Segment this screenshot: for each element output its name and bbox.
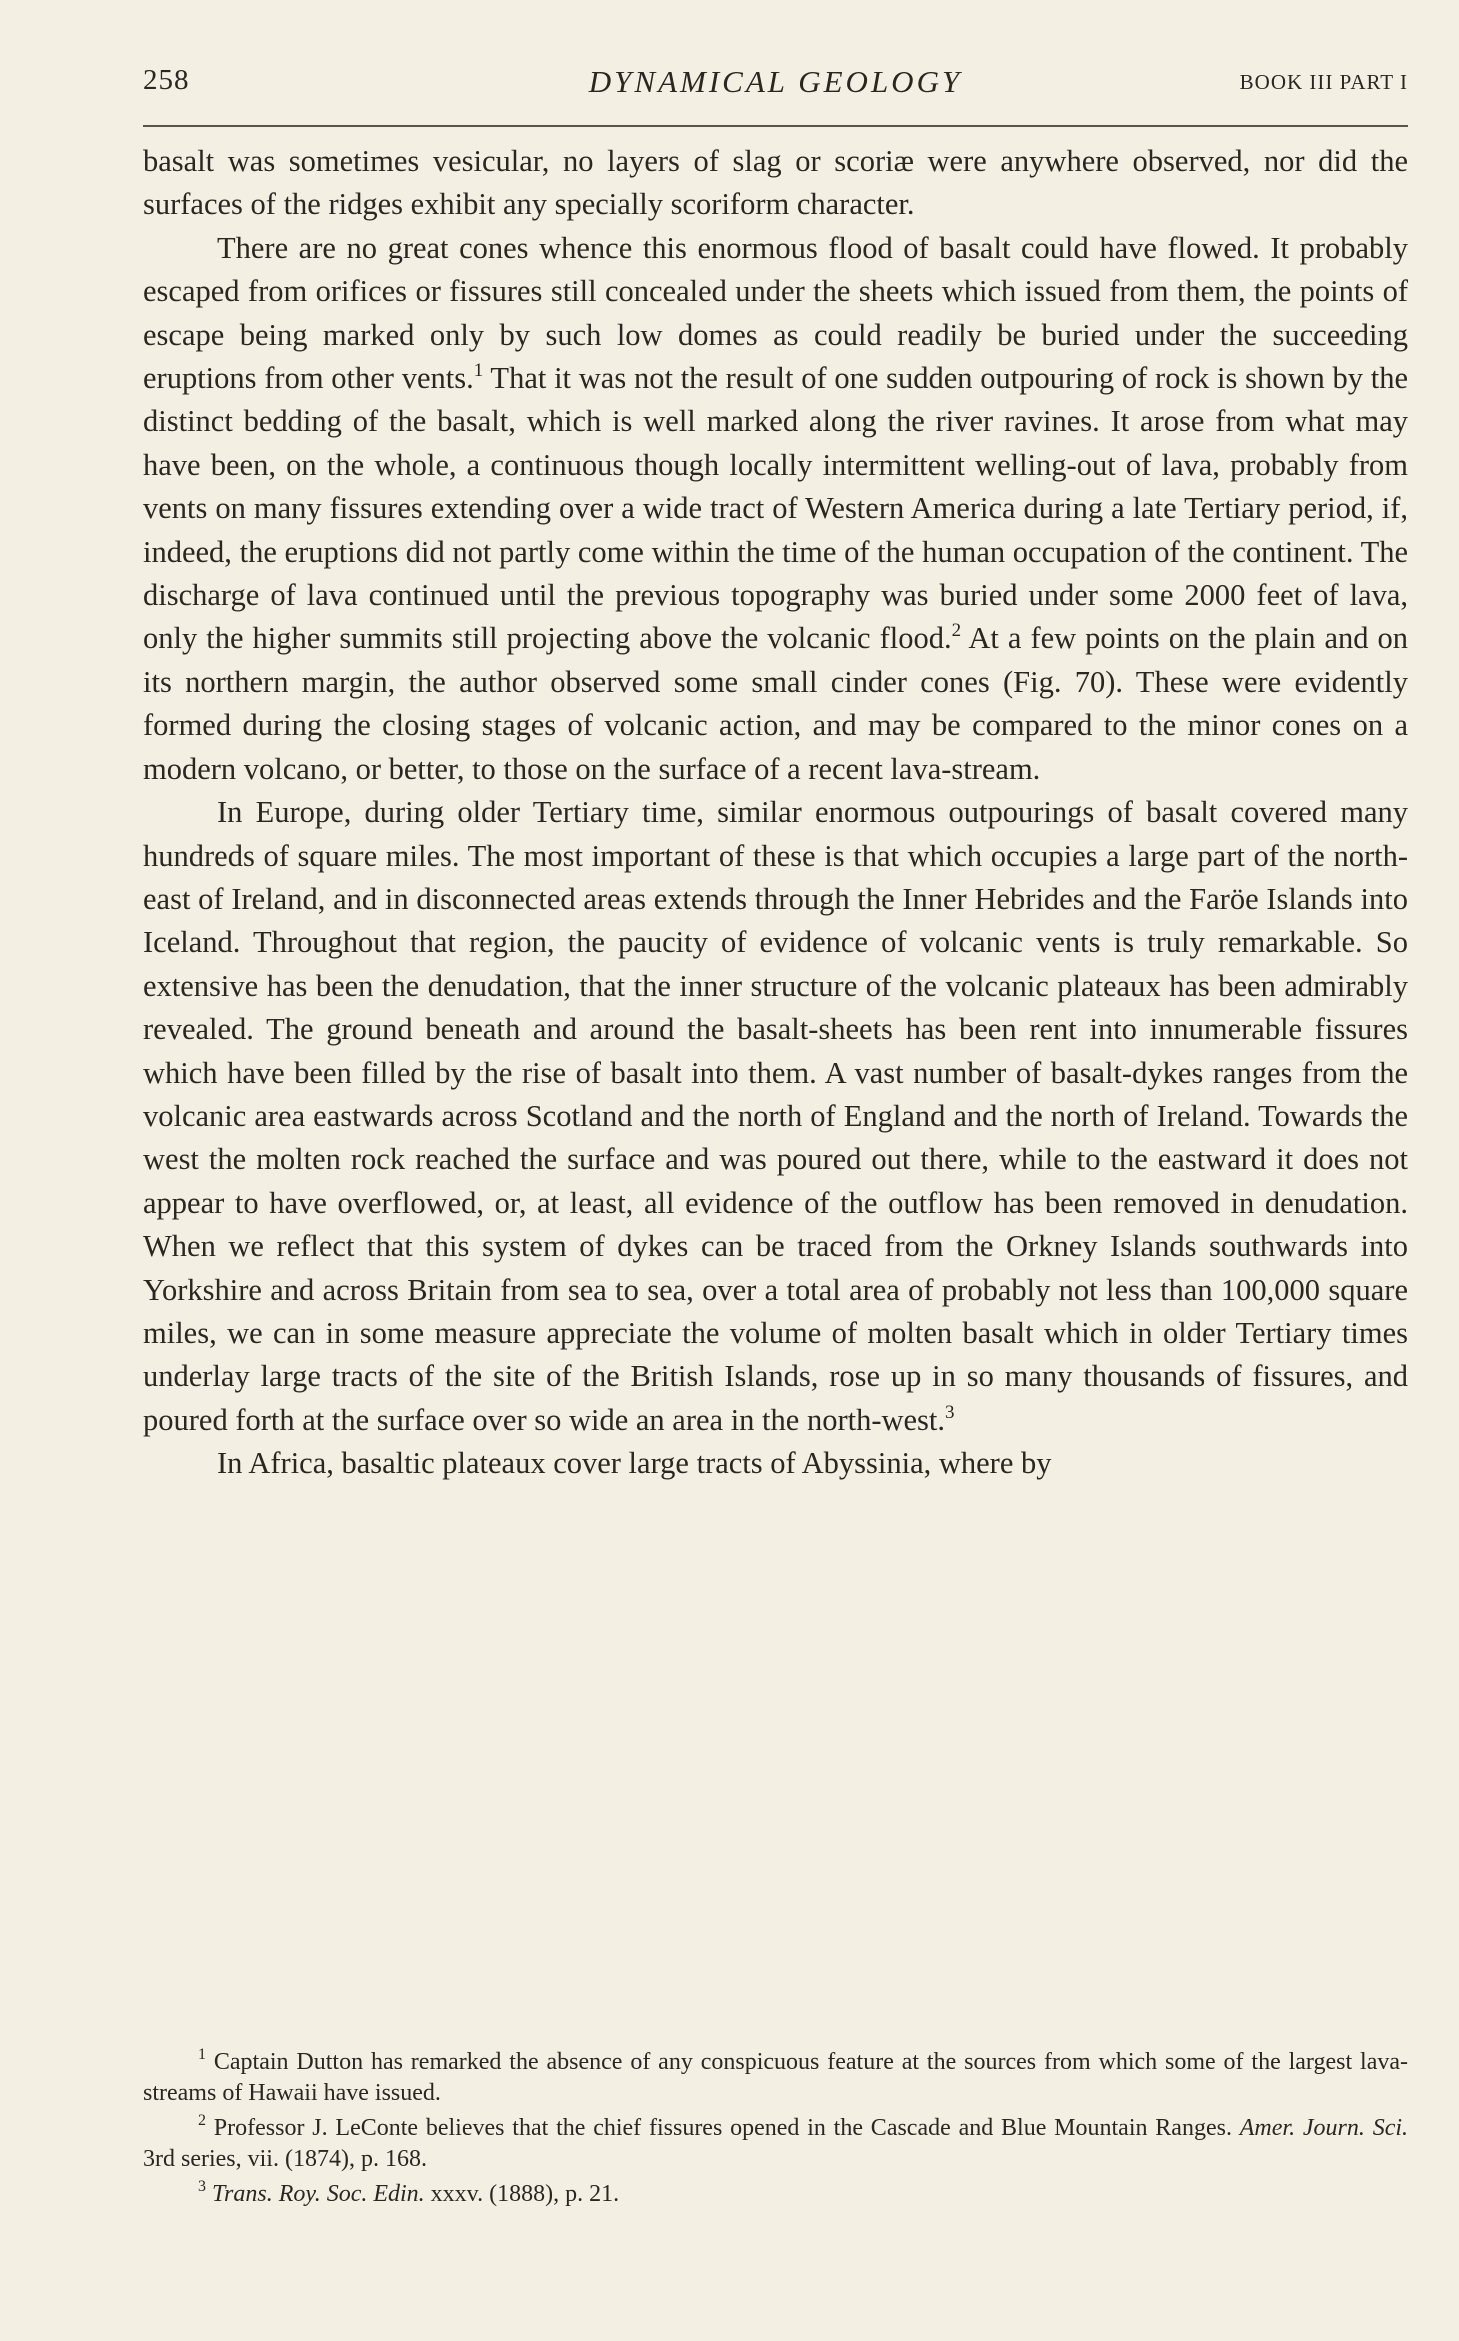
text-run: Professor J. LeConte believes that the chief fissures opened in the Cascade and Blue Mountain Ranges. bbox=[206, 2115, 1240, 2141]
paragraph bbox=[143, 1442, 1408, 1485]
footnote bbox=[143, 2113, 1408, 2175]
paragraph bbox=[143, 791, 1408, 1442]
citation-title: Trans. Roy. Soc. Edin. bbox=[212, 2181, 425, 2207]
running-title: DYNAMICAL GEOLOGY bbox=[588, 64, 963, 99]
footnote-ref: 3 bbox=[945, 1401, 955, 1423]
footnote-ref: 2 bbox=[198, 2112, 206, 2129]
text-run: basalt was sometimes vesicular, no layers of slag or scoriæ were anywhere observed, nor did the surfaces of the ridges exhibit any specially scoriform character. bbox=[143, 144, 1408, 222]
text-run: Captain Dutton has remarked the absence of any conspicuous feature at the sources from which some of the largest lava-streams of Hawaii have issued. bbox=[143, 2049, 1408, 2106]
text-run: In Africa, basaltic plateaux cover large tracts of Abyssinia, where by bbox=[217, 1446, 1052, 1481]
footnote-ref: 1 bbox=[198, 2046, 206, 2063]
text-run: xxxv. (1888), p. 21. bbox=[424, 2181, 620, 2207]
footnote-ref: 2 bbox=[951, 620, 962, 642]
text-run: That it was not the result of one sudden outpouring of rock is shown by the distinct bedding of the basalt, which is well marked along the river ravines. It arose from what may have been, on the whole, a continuous though locally intermittent welling-out of lava, probably from vents on many fissures extending over a wide tract of Western America during a late Tertiary period, if, indeed, the eruptions did not partly come within the time of the human occupation of the continent. The discharge of lava continued until the previous topography was buried under some 2000 feet of lava, only the higher summits still projecting above the volcanic flood. bbox=[143, 361, 1408, 656]
main-text bbox=[143, 140, 1408, 1486]
footnote-ref: 1 bbox=[473, 360, 484, 382]
citation-title: Amer. Journ. Sci. bbox=[1239, 2115, 1409, 2141]
text-run: At a few points on the plain and on its northern margin, the author observed some small cinder cones (Fig. 70). These were evidently formed during the closing stages of volcanic action, and may be compared to the minor cones on a modern volcano, or better, to those on the surface of a recent lava-stream. bbox=[143, 621, 1408, 786]
book-part-label: BOOK III PART I bbox=[1239, 70, 1408, 94]
text-run: In Europe, during older Tertiary time, similar enormous outpourings of basalt covered many hundreds of square miles. The most important of these is that which occupies a large part of the north-east of Ireland, and in disconnected areas extends through the Inner Hebrides and the Faröe Islands into Iceland. Throughout that region, the paucity of evidence of volcanic vents is truly remarkable. So extensive has been the denudation, that the inner structure of the volcanic plateaux has been admirably revealed. The ground beneath and around the basalt-sheets has been rent into innumerable fissures which have been filled by the rise of basalt into them. A vast number of basalt-dykes ranges from the volcanic area eastwards across Scotland and the north of England and the north of Ireland. Towards the west the molten rock reached the surface and was poured out there, while to the eastward it does not appear to have overflowed, or, at least, all evidence of the outflow has been removed in denudation. When we reflect that this system of dykes can be traced from the Orkney Islands southwards into Yorkshire and across Britain from sea to sea, over a total area of probably not less than 100,000 square miles, we can in some measure appreciate the volume of molten basalt which in older Tertiary times underlay large tracts of the site of the British Islands, rose up in so many thousands of fissures, and poured forth at the surface over so wide an area in the north-west. bbox=[143, 795, 1408, 1437]
footnote-ref: 3 bbox=[198, 2178, 206, 2195]
paragraph bbox=[143, 227, 1408, 791]
footnote bbox=[143, 2179, 1408, 2210]
footnotes bbox=[143, 2047, 1408, 2214]
footnote bbox=[143, 2047, 1408, 2109]
page-number: 258 bbox=[143, 64, 190, 96]
paragraph bbox=[143, 140, 1408, 227]
text-run: There are no great cones whence this enormous flood of basalt could have flowed. It probably escaped from orifices or fissures still concealed under the sheets which issued from them, the points of escape being marked only by such low domes as could readily be buried under the succeeding eruptions from other vents. bbox=[143, 230, 1408, 396]
running-header bbox=[143, 62, 1408, 106]
text-run: 3rd series, vii. (1874), p. 168. bbox=[143, 2146, 427, 2172]
header-rule bbox=[143, 125, 1408, 127]
